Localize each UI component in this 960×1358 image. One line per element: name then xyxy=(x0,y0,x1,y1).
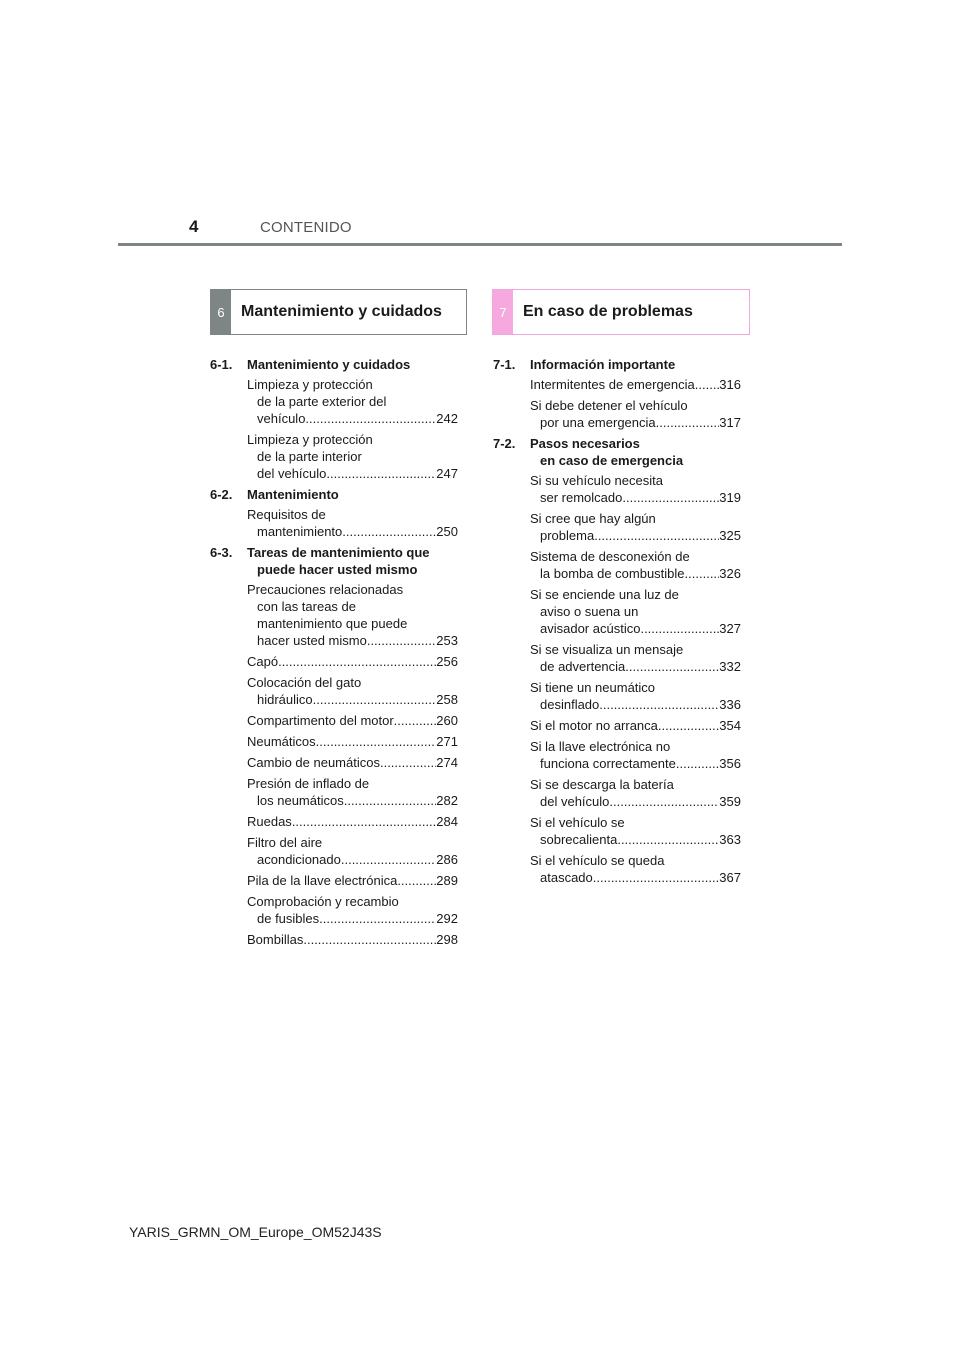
chapter-title xyxy=(530,435,741,469)
chapter-number: 7-2. xyxy=(493,436,516,451)
page-ref: 359 xyxy=(719,794,741,809)
page-ref: 356 xyxy=(719,756,741,771)
entry-text: Si el motor no arranca xyxy=(530,718,658,733)
entry-text: Colocación del gato xyxy=(247,675,362,690)
toc-entry-last-line xyxy=(530,565,741,582)
toc-chapter[interactable] xyxy=(210,486,458,503)
entry-text: Filtro del aire xyxy=(247,835,323,850)
toc-entry-last-line xyxy=(247,653,458,670)
dot-leader xyxy=(319,910,436,927)
toc-entry-last-line xyxy=(530,755,741,772)
toc-chapter[interactable] xyxy=(493,435,741,469)
toc-entry[interactable] xyxy=(530,376,741,393)
toc-entry-last-line xyxy=(530,376,741,393)
page-number: 4 xyxy=(189,217,199,236)
toc-entry[interactable] xyxy=(247,834,458,868)
entry-text: la bomba de combustible xyxy=(540,566,685,581)
entry-text: Si el vehículo se xyxy=(530,815,625,830)
toc-entry[interactable] xyxy=(530,679,741,713)
page-ref: 327 xyxy=(719,621,741,636)
entry-text: Si se enciende una luz de xyxy=(530,587,679,602)
toc-entry[interactable] xyxy=(247,506,458,540)
dot-leader xyxy=(313,691,437,708)
dot-leader xyxy=(676,755,719,772)
entry-text: mantenimiento xyxy=(257,524,343,539)
toc-entry-last-line xyxy=(530,717,741,734)
toc-entry[interactable] xyxy=(247,893,458,927)
toc-entry-last-line xyxy=(247,523,458,540)
toc-entry-last-line xyxy=(247,632,458,649)
toc-entry-last-line xyxy=(530,489,741,506)
dot-leader xyxy=(625,658,719,675)
chapter-title xyxy=(247,544,458,578)
entry-text: avisador acústico xyxy=(540,621,641,636)
dot-leader xyxy=(316,733,437,750)
entry-text: del vehículo xyxy=(540,794,610,809)
dot-leader xyxy=(593,869,720,886)
page-ref: 258 xyxy=(436,692,458,707)
entry-text: Capó xyxy=(247,654,279,669)
chapter-number: 6-3. xyxy=(210,545,233,560)
entry-text: desinflado xyxy=(540,697,600,712)
toc-entry-last-line xyxy=(247,465,458,482)
section-6-toc xyxy=(210,353,458,952)
entry-text: Intermitentes de emergencia xyxy=(530,377,695,392)
entry-text: Si debe detener el vehículo xyxy=(530,398,688,413)
toc-entry-last-line xyxy=(530,793,741,810)
page-ref: 253 xyxy=(436,633,458,648)
page-ref: 284 xyxy=(436,814,458,829)
dot-leader xyxy=(617,831,719,848)
entry-text: mantenimiento que puede xyxy=(257,616,408,631)
toc-entry-last-line xyxy=(530,620,741,637)
dot-leader xyxy=(367,632,436,649)
toc-entry-last-line xyxy=(247,712,458,729)
toc-entry-last-line xyxy=(530,831,741,848)
toc-entry[interactable] xyxy=(530,641,741,675)
page-ref: 250 xyxy=(436,524,458,539)
entry-text: Cambio de neumáticos xyxy=(247,755,380,770)
entry-text: vehículo xyxy=(257,411,306,426)
toc-entry[interactable] xyxy=(247,376,458,427)
entry-text: Sistema de desconexión de xyxy=(530,549,690,564)
section-7-toc xyxy=(493,353,741,890)
entry-text: Bombillas xyxy=(247,932,304,947)
dot-leader xyxy=(342,523,436,540)
page-ref: 363 xyxy=(719,832,741,847)
toc-entry-last-line xyxy=(530,696,741,713)
page-header-title: CONTENIDO xyxy=(260,219,352,236)
page-ref: 367 xyxy=(719,870,741,885)
page-ref: 247 xyxy=(436,466,458,481)
entry-text: de fusibles xyxy=(257,911,320,926)
entry-text: del vehículo xyxy=(257,466,327,481)
page-ref: 332 xyxy=(719,659,741,674)
toc-entry[interactable] xyxy=(530,738,741,772)
toc-entry[interactable] xyxy=(247,775,458,809)
toc-entry-last-line xyxy=(530,527,741,544)
entry-text: acondicionado xyxy=(257,852,341,867)
toc-entry[interactable] xyxy=(247,674,458,708)
dot-leader xyxy=(695,376,720,393)
header-divider xyxy=(118,243,842,246)
page-ref: 354 xyxy=(719,718,741,733)
entry-text: Si se descarga la batería xyxy=(530,777,674,792)
page-ref: 325 xyxy=(719,528,741,543)
dot-leader xyxy=(278,653,436,670)
toc-entry[interactable] xyxy=(530,586,741,637)
toc-entry[interactable] xyxy=(530,548,741,582)
dot-leader xyxy=(326,465,436,482)
entry-text: Precauciones relacionadas xyxy=(247,582,404,597)
dot-leader xyxy=(656,414,720,431)
toc-entry-last-line xyxy=(247,910,458,927)
toc-entry[interactable] xyxy=(247,754,458,771)
entry-text: Comprobación y recambio xyxy=(247,894,399,909)
dot-leader xyxy=(658,717,719,734)
section-6-header[interactable] xyxy=(210,289,467,335)
toc-entry-last-line xyxy=(530,658,741,675)
entry-text: Ruedas xyxy=(247,814,292,829)
entry-text: los neumáticos xyxy=(257,793,344,808)
section-7-title: En caso de problemas xyxy=(523,303,693,320)
toc-entry[interactable] xyxy=(247,581,458,649)
entry-text: Pila de la llave electrónica xyxy=(247,873,398,888)
dot-leader xyxy=(292,813,436,830)
entry-text: Compartimento del motor xyxy=(247,713,394,728)
toc-chapter[interactable] xyxy=(210,356,458,373)
toc-entry[interactable] xyxy=(530,814,741,848)
entry-text: Presión de inflado de xyxy=(247,776,370,791)
entry-text: Si cree que hay algún xyxy=(530,511,656,526)
toc-entry[interactable] xyxy=(530,852,741,886)
page-ref: 242 xyxy=(436,411,458,426)
chapter-title xyxy=(247,486,458,503)
section-6-title: Mantenimiento y cuidados xyxy=(241,303,442,320)
dot-leader xyxy=(609,793,719,810)
chapter-title-line: Pasos necesarios xyxy=(530,436,640,451)
page-ref: 326 xyxy=(719,566,741,581)
toc-chapter[interactable] xyxy=(493,356,741,373)
entry-text: Si la llave electrónica no xyxy=(530,739,671,754)
page-ref: 282 xyxy=(436,793,458,808)
entry-text: de la parte exterior del xyxy=(257,394,387,409)
page-ref: 260 xyxy=(436,713,458,728)
chapter-title-line: Información importante xyxy=(530,357,676,372)
entry-text: Neumáticos xyxy=(247,734,316,749)
toc-entry[interactable] xyxy=(247,931,458,948)
entry-text: ser remolcado xyxy=(540,490,623,505)
toc-entry[interactable] xyxy=(247,712,458,729)
entry-text: por una emergencia xyxy=(540,415,656,430)
dot-leader xyxy=(594,527,719,544)
toc-entry[interactable] xyxy=(247,733,458,750)
toc-entry[interactable] xyxy=(247,431,458,482)
toc-entry-last-line xyxy=(247,931,458,948)
toc-entry-last-line xyxy=(247,872,458,889)
toc-entry[interactable] xyxy=(247,872,458,889)
section-6-number-tab: 6 xyxy=(211,290,231,334)
dot-leader xyxy=(344,792,437,809)
chapter-title-line: puede hacer usted mismo xyxy=(257,562,418,577)
toc-entry[interactable] xyxy=(530,717,741,734)
page-ref: 256 xyxy=(436,654,458,669)
entry-text: de advertencia xyxy=(540,659,626,674)
dot-leader xyxy=(341,851,436,868)
page-ref: 317 xyxy=(719,415,741,430)
entry-text: hidráulico xyxy=(257,692,313,707)
chapter-number: 6-1. xyxy=(210,357,233,372)
dot-leader xyxy=(622,489,719,506)
toc-entry-last-line xyxy=(247,792,458,809)
toc-entry-last-line xyxy=(247,733,458,750)
section-7-header[interactable] xyxy=(492,289,750,335)
dot-leader xyxy=(305,410,436,427)
entry-text: Requisitos de xyxy=(247,507,326,522)
entry-text: aviso o suena un xyxy=(540,604,639,619)
dot-leader xyxy=(303,931,436,948)
entry-text: con las tareas de xyxy=(257,599,357,614)
page-ref: 316 xyxy=(719,377,741,392)
page-ref: 286 xyxy=(436,852,458,867)
entry-text: sobrecalienta xyxy=(540,832,618,847)
chapter-title-line: Mantenimiento xyxy=(247,487,339,502)
entry-text: de la parte interior xyxy=(257,449,362,464)
toc-entry-last-line xyxy=(530,414,741,431)
toc-entry[interactable] xyxy=(530,776,741,810)
toc-entry-last-line xyxy=(247,813,458,830)
dot-leader xyxy=(640,620,719,637)
toc-entry-last-line xyxy=(247,691,458,708)
chapter-title-line: Mantenimiento y cuidados xyxy=(247,357,411,372)
toc-entry-last-line xyxy=(247,851,458,868)
chapter-number: 6-2. xyxy=(210,487,233,502)
chapter-number: 7-1. xyxy=(493,357,516,372)
toc-entry[interactable] xyxy=(530,510,741,544)
dot-leader xyxy=(397,872,436,889)
entry-text: Limpieza y protección xyxy=(247,377,373,392)
toc-entry[interactable] xyxy=(247,813,458,830)
toc-entry-last-line xyxy=(530,869,741,886)
entry-text: problema xyxy=(540,528,595,543)
dot-leader xyxy=(394,712,437,729)
dot-leader xyxy=(599,696,719,713)
toc-entry-last-line xyxy=(247,754,458,771)
page-ref: 298 xyxy=(436,932,458,947)
dot-leader xyxy=(685,565,720,582)
document-id-footer: YARIS_GRMN_OM_Europe_OM52J43S xyxy=(129,1224,382,1240)
page-ref: 336 xyxy=(719,697,741,712)
toc-entry-last-line xyxy=(247,410,458,427)
entry-text: funciona correctamente xyxy=(540,756,676,771)
chapter-title-line: en caso de emergencia xyxy=(540,453,684,468)
toc-chapter[interactable] xyxy=(210,544,458,578)
page-ref: 289 xyxy=(436,873,458,888)
entry-text: Limpieza y protección xyxy=(247,432,373,447)
page-ref: 319 xyxy=(719,490,741,505)
entry-text: hacer usted mismo xyxy=(257,633,367,648)
entry-text: Si su vehículo necesita xyxy=(530,473,663,488)
entry-text: atascado xyxy=(540,870,593,885)
chapter-title-line: Tareas de mantenimiento que xyxy=(247,545,430,560)
entry-text: Si el vehículo se queda xyxy=(530,853,665,868)
toc-entry[interactable] xyxy=(530,397,741,431)
page-ref: 292 xyxy=(436,911,458,926)
page-ref: 271 xyxy=(436,734,458,749)
toc-entry[interactable] xyxy=(530,472,741,506)
toc-entry[interactable] xyxy=(247,653,458,670)
dot-leader xyxy=(380,754,436,771)
chapter-title xyxy=(530,356,741,373)
section-7-number-tab: 7 xyxy=(493,290,513,334)
chapter-title xyxy=(247,356,458,373)
entry-text: Si tiene un neumático xyxy=(530,680,656,695)
entry-text: Si se visualiza un mensaje xyxy=(530,642,684,657)
page-ref: 274 xyxy=(436,755,458,770)
